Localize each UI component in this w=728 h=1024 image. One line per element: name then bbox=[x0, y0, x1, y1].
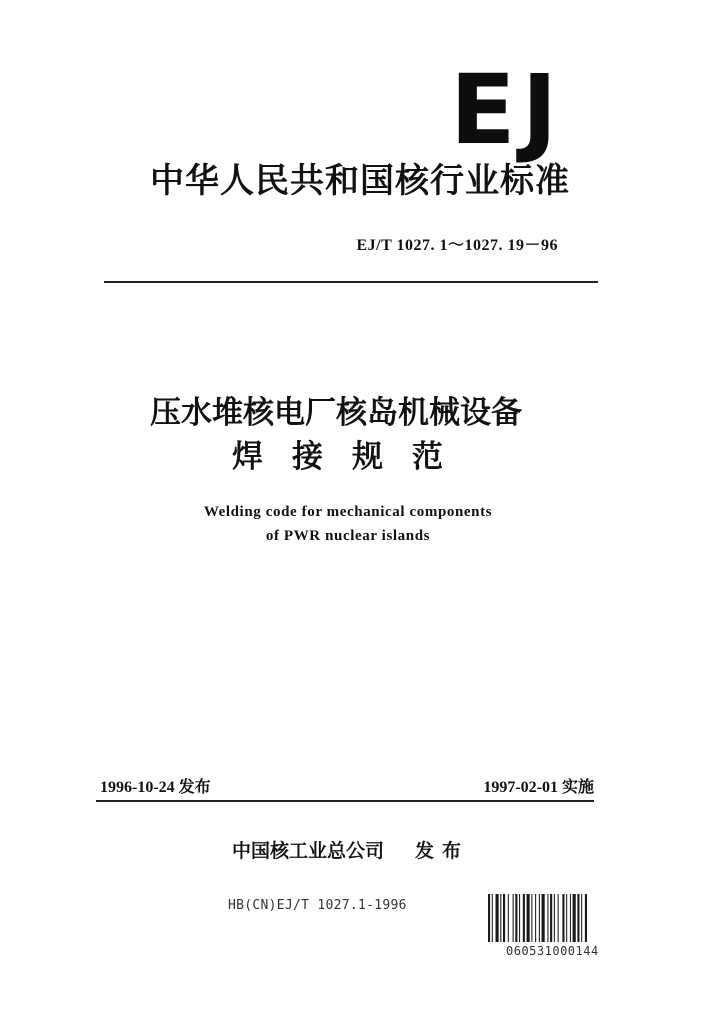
barcode-bar bbox=[535, 894, 536, 942]
document-title-cn-line2: 焊接规范 bbox=[232, 439, 472, 475]
barcode-bar bbox=[513, 894, 514, 942]
barcode-bar bbox=[508, 894, 509, 942]
barcode-bar bbox=[566, 894, 567, 942]
barcode-bar bbox=[581, 894, 582, 942]
barcode-bar bbox=[542, 894, 545, 942]
barcode-bar bbox=[531, 894, 532, 942]
barcode-bar bbox=[562, 894, 564, 942]
barcode-bar bbox=[547, 894, 548, 942]
barcode-bar bbox=[500, 894, 501, 942]
document-title-en-line1: Welding code for mechanical components bbox=[203, 504, 493, 520]
publish-label: 发布 bbox=[415, 840, 470, 862]
barcode-bar bbox=[519, 894, 520, 942]
document-title-en-line2: of PWR nuclear islands bbox=[265, 528, 431, 544]
bottom-divider bbox=[96, 800, 594, 802]
barcode-bar bbox=[503, 894, 505, 942]
barcode bbox=[488, 894, 622, 942]
barcode-bar bbox=[523, 894, 525, 942]
barcode-bar bbox=[539, 894, 540, 942]
barcode-bar bbox=[573, 894, 576, 942]
barcode-bar bbox=[577, 894, 579, 942]
barcode-bar bbox=[496, 894, 499, 942]
top-divider bbox=[104, 281, 598, 283]
ej-logo: EJ bbox=[450, 54, 564, 166]
barcode-bar bbox=[554, 894, 555, 942]
publisher: 中国核工业总公司 bbox=[232, 840, 385, 862]
barcode-bar bbox=[570, 894, 571, 942]
barcode-bar bbox=[527, 894, 530, 942]
barcode-bar bbox=[550, 894, 552, 942]
barcode-bar bbox=[558, 894, 559, 942]
catalog-number: HB(CN)EJ/T 1027.1-1996 bbox=[228, 898, 407, 913]
barcode-bar bbox=[515, 894, 517, 942]
implementation-date: 1997-02-01 实施 bbox=[483, 779, 594, 796]
issue-date: 1996-10-24 发布 bbox=[100, 779, 211, 796]
standard-code: EJ/T 1027. 1～1027. 19－96 bbox=[356, 237, 558, 254]
barcode-bar bbox=[585, 894, 587, 942]
barcode-bar bbox=[492, 894, 493, 942]
document-title-cn-line1: 压水堆核电厂核岛机械设备 bbox=[150, 395, 522, 431]
standard-title: 中华人民共和国核行业标准 bbox=[150, 161, 570, 201]
barcode-number: 060531000144 bbox=[506, 944, 599, 958]
barcode-bar bbox=[488, 894, 490, 942]
